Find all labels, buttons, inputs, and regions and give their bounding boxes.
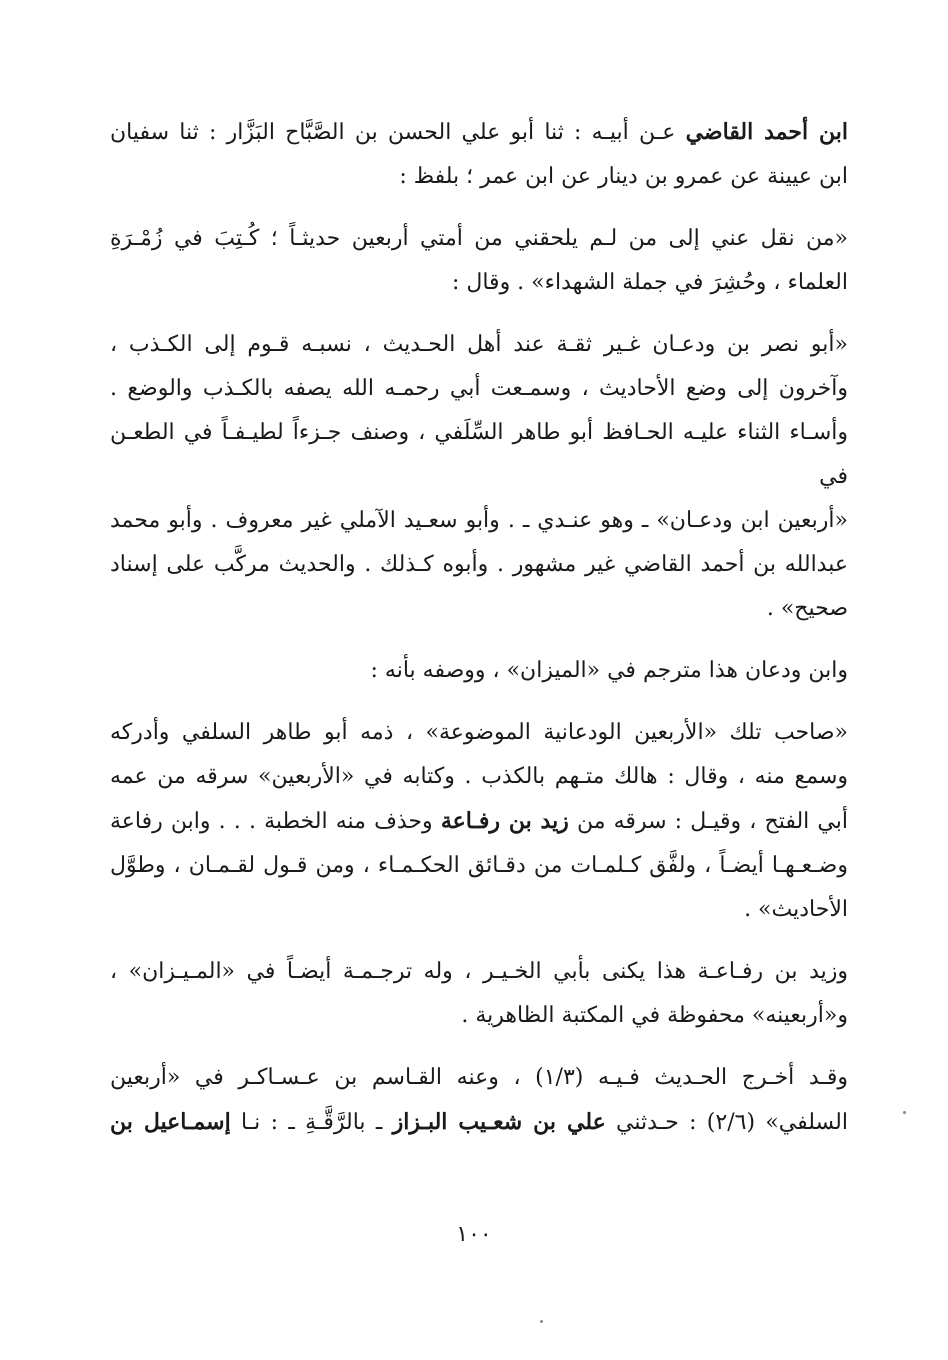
paragraph-2 bbox=[110, 217, 848, 305]
line bbox=[110, 799, 848, 844]
line-text: أبي الفتح ، وقيـل : سرقه من bbox=[568, 809, 848, 834]
line-text: عـن أبيـه : ثنا أبو علي الحسن بن الصَّبَّاح البَزَّار : ثنا سفيان bbox=[110, 120, 686, 145]
line-text: ـ بالرَّقَّـةِ ـ : نـا bbox=[230, 1110, 393, 1135]
line: ابن عيينة عن عمرو بن دينار عن ابن عمر ؛ بلفظ : bbox=[399, 164, 848, 189]
line: وابن ودعان هذا مترجم في «الميزان» ، ووصفه بأنه : bbox=[370, 658, 848, 683]
bold-name: إسمـاعيل بن bbox=[110, 1109, 231, 1135]
line-text: السلفي» (٢/٦) : حـدثني bbox=[605, 1110, 848, 1135]
line: الأحاديث» . bbox=[744, 897, 848, 922]
bold-name: علي بن شعـيب البـزاز bbox=[392, 1109, 606, 1135]
paragraph-1 bbox=[110, 110, 848, 199]
page-body bbox=[110, 110, 848, 1163]
line: «أربعين ابن ودعـان» ـ وهو عنـدي ـ . وأبو سعـيد الآملي غير معروف . وأبو محمد bbox=[110, 508, 848, 533]
line: «من نقل عني إلى من لـم يلحقني من أمتي أربعين حديثـاً ؛ كُـتِبَ في زُمْـرَةِ bbox=[110, 226, 848, 251]
bold-name: زيد بن رفـاعة bbox=[440, 808, 569, 834]
paragraph-4 bbox=[110, 649, 848, 693]
line: وضـعـهـا أيضـاً ، ولفَّق كـلمـات من دقـائق الحكـمـاء ، ومن قـول لقـمـان ، وطوَّل bbox=[110, 853, 848, 878]
paragraph-5 bbox=[110, 711, 848, 932]
line: وسمع منه ، وقال : هالك متـهم بالكذب . وكتابه في «الأربعين» سرقه من عمه bbox=[110, 764, 848, 789]
line bbox=[110, 1100, 848, 1145]
line bbox=[110, 110, 848, 155]
line: «صاحب تلك «الأربعين الودعانية الموضوعة» ، ذمه أبو طاهر السلفي وأدركه bbox=[110, 720, 848, 745]
line: «أبو نصر بن ودعـان غـير ثقـة عند أهل الحـديث ، نسبـه قـوم إلى الكـذب ، bbox=[110, 332, 848, 357]
paragraph-3 bbox=[110, 323, 848, 631]
scan-speck bbox=[903, 1111, 906, 1114]
scan-speck bbox=[540, 1320, 543, 1323]
line-text: وحذف منه الخطبة . . . وابن رفاعة bbox=[110, 809, 441, 834]
line: وآخرون إلى وضع الأحاديث ، وسمـعت أبي رحمـه الله يصفه بالكـذب والوضع . bbox=[110, 376, 848, 401]
paragraph-6 bbox=[110, 950, 848, 1038]
line: صحيح» . bbox=[766, 596, 848, 621]
line: وقـد أخـرج الحـديث فـيـه (١/٣) ، وعنه القـاسم بن عـسـاكـر في «أربعين bbox=[110, 1065, 848, 1090]
line: وأسـاء الثناء عليـه الحـافظ أبو طاهر السِّلَفي ، وصنف جـزءاً لطيـفـاً في الطعـن في bbox=[110, 420, 848, 489]
paragraph-7 bbox=[110, 1056, 848, 1145]
page-number: ١٠٠ bbox=[456, 1222, 492, 1247]
line: وزيد بن رفـاعـة هذا يكنى بأبي الخـيـر ، وله ترجـمـة أيضـاً في «المـيـزان» ، bbox=[110, 959, 848, 984]
line: العلماء ، وحُشِرَ في جملة الشهداء» . وقال : bbox=[451, 270, 848, 295]
line: و«أربعينه» محفوظة في المكتبة الظاهرية . bbox=[461, 1003, 848, 1028]
line: عبدالله بن أحمد القاضي غير مشهور . وأبوه كـذلك . والحديث مركَّب على إسناد bbox=[110, 552, 848, 577]
bold-name: ابن أحمد القاضي bbox=[685, 119, 848, 145]
